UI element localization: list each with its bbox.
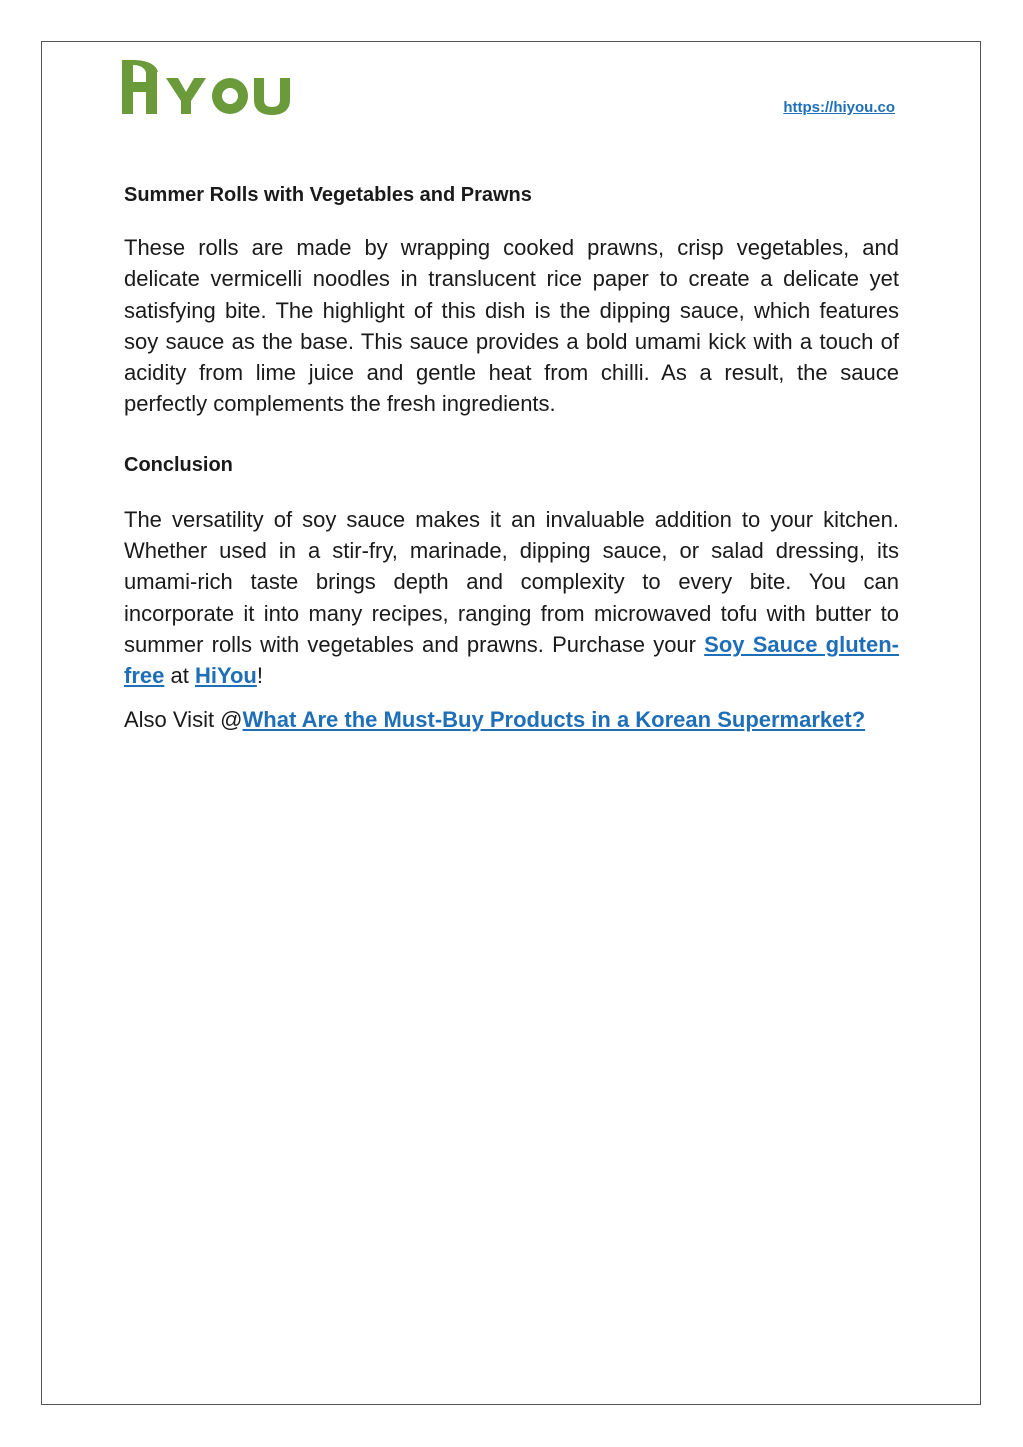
hiyou-link[interactable]: HiYou (194, 663, 257, 689)
site-url-link[interactable]: https://hiyou.co (783, 99, 895, 116)
korean-supermarket-article-link[interactable]: What Are the Must-Buy Products in a Korean Supermarket? (242, 706, 866, 732)
conclusion-text: The versatility of soy sauce makes it an invaluable addition to your kitchen. Whether used in a stir-fry, marinade, dipping sauce, or salad dressing, its umami-rich taste brings depth and complexity to every bite. You can incorporate it into many recipes, ranging from microwaved tofu with butter to summer rolls with vegetables and prawns. Purchase your (124, 506, 899, 657)
conclusion-paragraph (124, 504, 899, 692)
soy-sauce-gluten-free-link[interactable]: Soy Sauce gluten-free (124, 631, 899, 689)
section-title-conclusion: Conclusion (124, 453, 233, 476)
document-content (124, 180, 899, 735)
conclusion-end-text: ! (256, 663, 263, 689)
section-title-summer-rolls: Summer Rolls with Vegetables and Prawns (124, 184, 532, 206)
also-visit-prefix: Also Visit @ (124, 706, 243, 732)
hiyou-logo-icon (122, 58, 294, 116)
also-visit-line (124, 704, 899, 735)
summer-rolls-paragraph: These rolls are made by wrapping cooked prawns, crisp vegetables, and delicate vermicelli noodles in translucent rice paper to create a delicate yet satisfying bite. The highlight of this dish is the dipping sauce, which features soy sauce as the base. This sauce provides a bold umami kick with a touch of acidity from lime juice and gentle heat from chilli. As a result, the sauce perfectly complements the fresh ingredients. (124, 235, 899, 417)
hiyou-logo[interactable] (122, 58, 294, 116)
conclusion-at-text: at (164, 663, 195, 689)
